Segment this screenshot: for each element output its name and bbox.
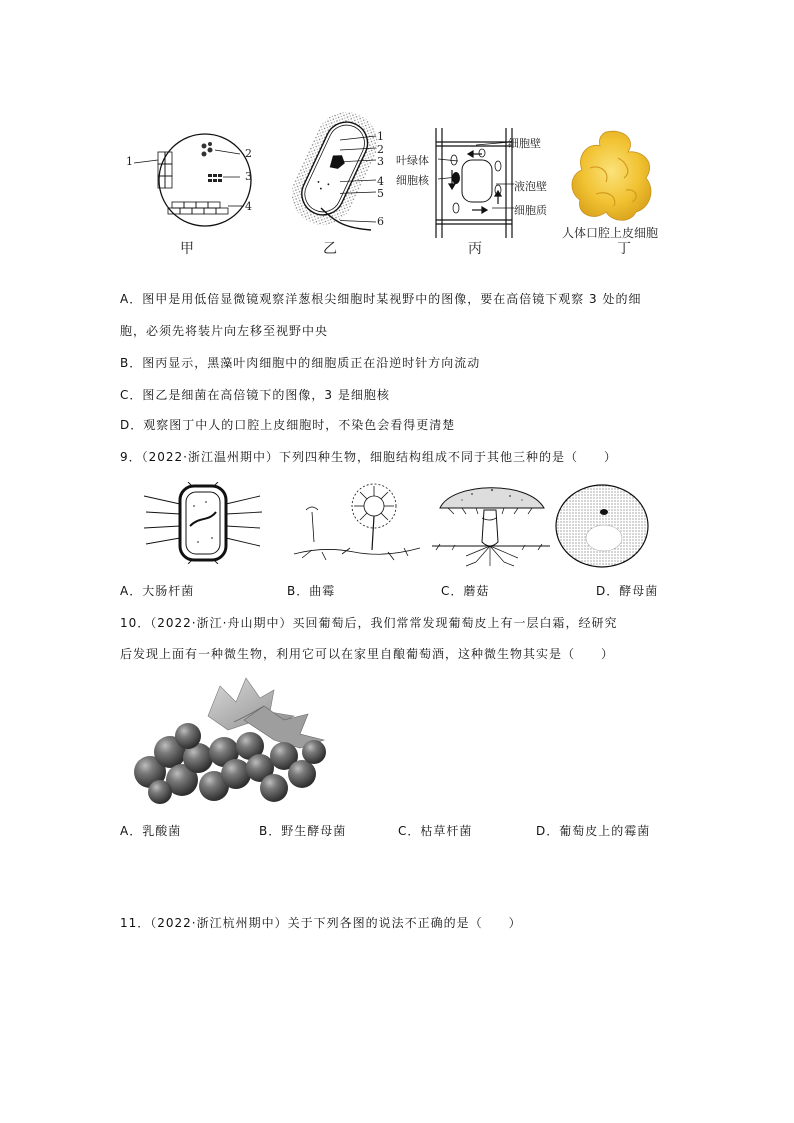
q9-figure-mushroom: [432, 478, 550, 568]
q9-option-d: D．酵母菌: [596, 584, 659, 598]
q8-option-a-line2: 胞，必须先将装片向左移至视野中央: [120, 324, 329, 338]
figure-caption-jia: 甲: [180, 241, 194, 257]
q10-option-d: D．葡萄皮上的霉菌: [536, 824, 651, 838]
bing-label-cytoplasm: 细胞质: [514, 204, 547, 217]
figure-caption-yi: 乙: [323, 241, 337, 257]
yi-label-1: 1: [377, 130, 384, 143]
figure-caption-ding: 丁: [617, 241, 631, 257]
jia-label-1: 1: [126, 155, 133, 168]
q10-option-a: A．乳酸菌: [120, 824, 182, 838]
q11-stem: 11．（2022·浙江杭州期中）关于下列各图的说法不正确的是（ ）: [120, 916, 522, 930]
figure-ding-cheek-cells: [566, 128, 658, 224]
q8-option-a-line1: A．图甲是用低倍显微镜观察洋葱根尖细胞时某视野中的图像，要在高倍镜下观察 3 处的细: [120, 292, 642, 306]
yi-label-5: 5: [377, 187, 384, 200]
yi-leader-lines: [340, 130, 380, 230]
yi-label-6: 6: [377, 215, 384, 228]
q10-stem-line1: 10．（2022·浙江·舟山期中）买回葡萄后，我们常常发现葡萄皮上有一层白霜，经研究: [120, 616, 618, 630]
yi-label-2: 2: [377, 143, 384, 156]
ding-label: 人体口腔上皮细胞: [562, 226, 659, 240]
bing-label-nucleus: 细胞核: [396, 174, 429, 187]
q9-option-c: C．蘑菇: [441, 584, 490, 598]
jia-label-3: 3: [245, 170, 252, 183]
q9-figure-ecoli: [142, 482, 264, 564]
figure-caption-bing: 丙: [468, 241, 482, 257]
q9-option-b: B．曲霉: [287, 584, 336, 598]
q9-figure-aspergillus: [292, 482, 424, 566]
q8-option-d: D．观察图丁中人的口腔上皮细胞时，不染色会看得更清楚: [120, 418, 456, 432]
q9-stem: 9．（2022·浙江温州期中）下列四种生物，细胞结构组成不同于其他三种的是（ ）: [120, 450, 617, 464]
jia-label-4: 4: [245, 200, 252, 213]
q9-figure-yeast: [554, 482, 650, 570]
q10-option-c: C．枯草杆菌: [398, 824, 473, 838]
q8-option-b: B．图丙显示，黑藻叶肉细胞中的细胞质正在沿逆时针方向流动: [120, 356, 481, 370]
jia-label-2: 2: [245, 147, 252, 160]
yi-label-4: 4: [377, 175, 384, 188]
q10-stem-line2: 后发现上面有一种微生物，利用它可以在家里自酿葡萄酒，这种微生物其实是（ ）: [120, 647, 615, 661]
q9-option-a: A．大肠杆菌: [120, 584, 195, 598]
bing-label-chloroplast: 叶绿体: [396, 154, 429, 167]
q10-option-b: B．野生酵母菌: [259, 824, 347, 838]
yi-label-3: 3: [377, 155, 384, 168]
bing-label-vacuole-wall: 液泡壁: [514, 180, 547, 193]
q10-figure-grapes: [124, 676, 332, 806]
bing-label-cell-wall: 细胞壁: [508, 137, 541, 150]
q8-option-c: C．图乙是细菌在高倍镜下的图像，3 是细胞核: [120, 388, 390, 402]
